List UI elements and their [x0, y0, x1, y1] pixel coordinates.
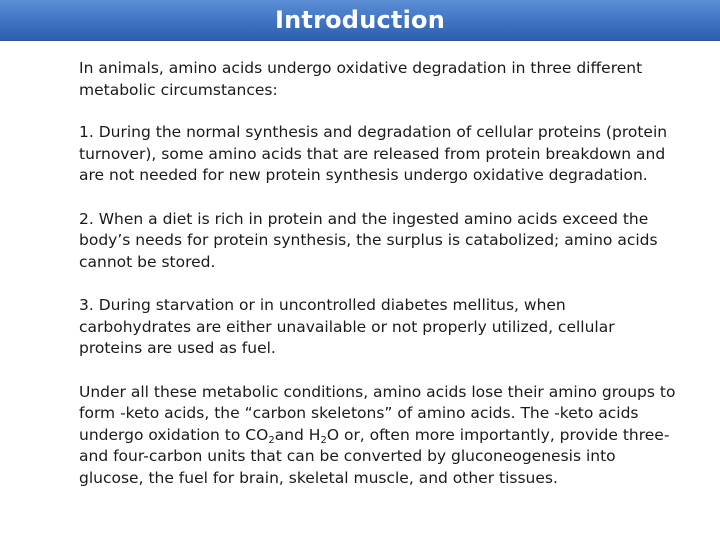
paragraph-summary — [79, 382, 679, 490]
paragraph-item-2: 2. When a diet is rich in protein and the ingested amino acids exceed the body’s needs for protein synthesis, the surplus is catabolized; amino acids cannot be stored. — [79, 209, 658, 271]
page-title: Introduction — [275, 6, 445, 34]
title-bar — [0, 0, 720, 41]
summary-text-part3: O or, often more importantly, provide three- and four-carbon units that can be converted by gluconeogenesis into glucose, the fuel for brain, skeletal muscle, and other tissues. — [79, 425, 670, 487]
summary-text-part1: Under all these metabolic conditions, amino acids lose their amino groups to form -keto acids, the “carbon skeletons” of amino acids. The -keto acids undergo oxidation to CO — [79, 382, 676, 444]
h2o-subscript: 2 — [320, 434, 327, 446]
paragraph-item-3: 3. During starvation or in uncontrolled diabetes mellitus, when carbohydrates are either unavailable or not properly utilized, cellular proteins are used as fuel. — [79, 296, 615, 357]
slide-body — [79, 58, 679, 489]
co2-subscript: 2 — [268, 434, 275, 446]
paragraph-item-1: 1. During the normal synthesis and degradation of cellular proteins (protein turnover), some amino acids that are released from protein breakdown and are not needed for new protein synthesis undergo oxidative degradation. — [79, 123, 668, 184]
summary-text-part2: and H — [274, 425, 321, 444]
paragraph-intro: In animals, amino acids undergo oxidative degradation in three different metabolic circumstances: — [79, 59, 643, 99]
